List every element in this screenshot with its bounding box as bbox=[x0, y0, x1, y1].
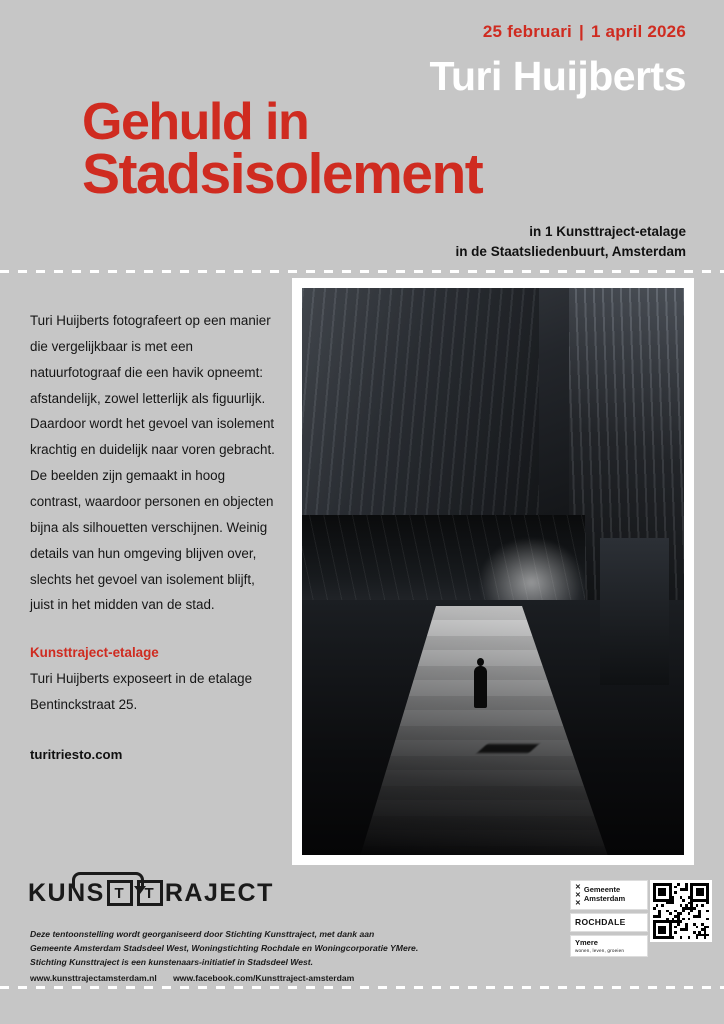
divider-dash bbox=[666, 986, 675, 989]
exhibition-dates bbox=[483, 22, 686, 42]
divider-dash bbox=[162, 270, 171, 273]
gemeente-line-1: Gemeente bbox=[583, 885, 621, 895]
divider-dash bbox=[576, 270, 585, 273]
divider-dash bbox=[540, 270, 549, 273]
divider-dash bbox=[504, 986, 513, 989]
divider-dash bbox=[288, 270, 297, 273]
divider-dash bbox=[126, 986, 135, 989]
sponsor-rochdale: ROCHDALE bbox=[570, 913, 648, 932]
divider-dash bbox=[72, 986, 81, 989]
description-paragraph-1: Turi Huijberts fotografeert op een manier die vergelijkbaar is met een natuurfotograaf die een havik opneemt: afstandelijk, zowel letterlijk als figuurlijk. Daardoor wordt het gevoel van isolement krachtig en duidelijk naar voren gebracht. bbox=[30, 313, 275, 458]
divider-dash bbox=[54, 270, 63, 273]
divider-dash bbox=[18, 986, 27, 989]
page-title bbox=[82, 93, 686, 207]
divider-dash bbox=[486, 986, 495, 989]
divider-dash bbox=[162, 986, 171, 989]
artist-name: Turi Huijberts bbox=[429, 53, 686, 99]
divider-dash bbox=[306, 986, 315, 989]
divider-dash bbox=[0, 986, 9, 989]
logo-arrow-icon bbox=[72, 872, 144, 887]
divider-dash bbox=[36, 986, 45, 989]
section-subheading: Kunsttraject-etalage bbox=[30, 645, 159, 661]
divider-dash bbox=[234, 270, 243, 273]
divider-dash bbox=[450, 986, 459, 989]
footer-website-link[interactable]: www.kunsttrajectamsterdam.nl bbox=[30, 972, 157, 983]
divider-dash bbox=[630, 270, 639, 273]
venue-line-1: in 1 Kunsttraject-etalage bbox=[529, 224, 686, 239]
divider-dash bbox=[414, 270, 423, 273]
divider-dash bbox=[180, 986, 189, 989]
title-line-2: Stadsisolement bbox=[82, 142, 483, 207]
ymere-name: Ymere bbox=[575, 938, 598, 947]
divider-dash bbox=[702, 986, 711, 989]
divider-dash bbox=[324, 986, 333, 989]
date-separator: | bbox=[579, 22, 584, 41]
photo-frame bbox=[292, 278, 694, 865]
dashed-divider-bottom bbox=[0, 984, 724, 990]
divider-dash bbox=[72, 270, 81, 273]
divider-dash bbox=[234, 986, 243, 989]
sponsor-ymere bbox=[570, 935, 648, 957]
divider-dash bbox=[108, 270, 117, 273]
divider-dash bbox=[270, 986, 279, 989]
divider-dash bbox=[18, 270, 27, 273]
divider-dash bbox=[594, 986, 603, 989]
divider-dash bbox=[432, 986, 441, 989]
gemeente-line-2: Amsterdam bbox=[583, 894, 626, 903]
divider-dash bbox=[702, 270, 711, 273]
venue-line-2: in de Staatsliedenbuurt, Amsterdam bbox=[455, 244, 686, 260]
sponsor-gemeente-text bbox=[584, 886, 625, 903]
divider-dash bbox=[378, 986, 387, 989]
divider-dash bbox=[342, 270, 351, 273]
sponsor-logos bbox=[570, 880, 648, 960]
footer-line-3: Stichting Kunsttraject is een kunstenaars-initiatief in Stadsdeel West. bbox=[30, 956, 314, 967]
divider-dash bbox=[576, 986, 585, 989]
divider-dash bbox=[360, 270, 369, 273]
divider-dash bbox=[612, 986, 621, 989]
divider-dash bbox=[252, 986, 261, 989]
description-paragraph-2: De beelden zijn gemaakt in hoog contrast, waardoor personen en objecten bijna als silhouetten verschijnen. Weinig details van hun omgeving blijven over, slechts het gevoel van isolement blijft, juist in het midden van de stad. bbox=[30, 468, 274, 613]
ymere-tagline: wonen, leven, groeien bbox=[575, 947, 625, 953]
divider-dash bbox=[216, 986, 225, 989]
divider-dash bbox=[414, 986, 423, 989]
divider-dash bbox=[90, 986, 99, 989]
sponsor-gemeente-amsterdam bbox=[570, 880, 648, 910]
divider-dash bbox=[720, 270, 724, 273]
divider-dash bbox=[342, 986, 351, 989]
logo-text-part-1: KUNS bbox=[28, 878, 105, 907]
logo-box-1: T bbox=[107, 880, 133, 906]
qr-code[interactable] bbox=[650, 880, 712, 942]
divider-dash bbox=[198, 986, 207, 989]
kunsttraject-logo bbox=[28, 878, 274, 908]
divider-dash bbox=[684, 270, 693, 273]
divider-dash bbox=[144, 270, 153, 273]
divider-dash bbox=[216, 270, 225, 273]
divider-dash bbox=[0, 270, 9, 273]
venue-info bbox=[455, 222, 686, 263]
photo-building-far bbox=[600, 538, 669, 685]
divider-dash bbox=[432, 270, 441, 273]
footer-credits bbox=[30, 928, 460, 986]
divider-dash bbox=[720, 986, 724, 989]
divider-dash bbox=[90, 270, 99, 273]
qr-code-grid bbox=[653, 883, 709, 939]
divider-dash bbox=[324, 270, 333, 273]
description-column bbox=[30, 308, 280, 767]
divider-dash bbox=[648, 270, 657, 273]
divider-dash bbox=[36, 270, 45, 273]
divider-dash bbox=[378, 270, 387, 273]
divider-dash bbox=[288, 986, 297, 989]
divider-dash bbox=[540, 986, 549, 989]
footer-facebook-link[interactable]: www.facebook.com/Kunsttraject-amsterdam bbox=[173, 972, 355, 983]
date-start: 25 februari bbox=[482, 22, 572, 41]
footer-line-1: Deze tentoonstelling wordt georganiseerd door Stichting Kunsttraject, met dank aan bbox=[30, 929, 375, 939]
title-line-1: Gehuld in bbox=[82, 93, 309, 151]
divider-dash bbox=[198, 270, 207, 273]
photo-figure-shadow bbox=[477, 744, 539, 753]
divider-dash bbox=[252, 270, 261, 273]
divider-dash bbox=[468, 270, 477, 273]
divider-dash bbox=[396, 270, 405, 273]
photo-figure-silhouette bbox=[474, 666, 487, 708]
divider-dash bbox=[468, 986, 477, 989]
divider-dash bbox=[612, 270, 621, 273]
divider-dash bbox=[144, 986, 153, 989]
divider-dash bbox=[450, 270, 459, 273]
artist-website-link[interactable]: turitriesto.com bbox=[30, 746, 123, 762]
divider-dash bbox=[504, 270, 513, 273]
divider-dash bbox=[648, 986, 657, 989]
divider-dash bbox=[558, 270, 567, 273]
divider-dash bbox=[396, 986, 405, 989]
logo-box-2: T bbox=[137, 880, 163, 906]
section-body: Turi Huijberts exposeert in de etalage Bentinckstraat 25. bbox=[30, 671, 253, 713]
footer-line-2: Gemeente Amsterdam Stadsdeel West, Woningstichting Rochdale en Woningcorporatie YMere. bbox=[30, 942, 419, 953]
divider-dash bbox=[54, 986, 63, 989]
divider-dash bbox=[558, 986, 567, 989]
dashed-divider-top bbox=[0, 268, 724, 274]
divider-dash bbox=[108, 986, 117, 989]
amsterdam-crosses-icon: ✕ ✕ ✕ bbox=[575, 883, 581, 907]
divider-dash bbox=[594, 270, 603, 273]
divider-dash bbox=[180, 270, 189, 273]
divider-dash bbox=[486, 270, 495, 273]
exhibition-photo bbox=[302, 288, 684, 855]
divider-dash bbox=[666, 270, 675, 273]
logo-text-part-2: RAJECT bbox=[164, 878, 274, 907]
divider-dash bbox=[522, 270, 531, 273]
divider-dash bbox=[522, 986, 531, 989]
divider-dash bbox=[126, 270, 135, 273]
divider-dash bbox=[360, 986, 369, 989]
divider-dash bbox=[630, 986, 639, 989]
divider-dash bbox=[684, 986, 693, 989]
date-end: 1 april 2026 bbox=[590, 22, 686, 41]
divider-dash bbox=[306, 270, 315, 273]
divider-dash bbox=[270, 270, 279, 273]
